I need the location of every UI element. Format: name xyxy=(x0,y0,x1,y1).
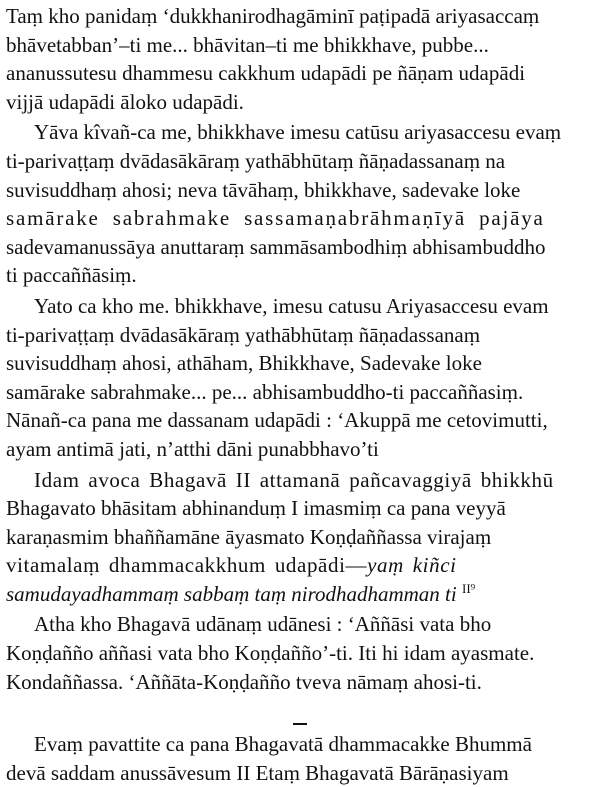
text-line: Koṇḍañño aññasi vata bho Koṇḍañño’-ti. Iti hi idam ayasmate. xyxy=(6,641,535,666)
text-line: sadevamanussāya anuttaraṃ sammāsambodhiṃ abhisambuddho xyxy=(6,234,546,259)
paragraph-3 xyxy=(6,292,594,464)
text-line: samārake sabrahmake sassamaṇabrāhmaṇīyā pajāya xyxy=(6,206,545,231)
text-line-mixed xyxy=(6,580,594,609)
text-line: Evaṃ pavattite ca pana Bhagavatā dhammacakke Bhummā xyxy=(34,732,532,757)
text-line: Taṃ kho panidaṃ ‘dukkhanirodhagāminī paṭipadā ariyasaccaṃ xyxy=(6,4,540,28)
separator-dash xyxy=(293,723,307,725)
text-line: Nānañ-ca pana me dassanam udapādi : ‘Akuppā me cetovimutti, xyxy=(6,408,548,433)
text-line: ayam antimā jati, n’atthi dāni punabbhavo’ti xyxy=(6,436,379,461)
footnote-marker: II⁹ xyxy=(461,580,476,596)
text-line: Idam avoca Bhagavā II attamanā pañcavaggiyā bhikkhū xyxy=(34,467,554,492)
text-line: samārake sabrahmake... pe... abhisambuddho-ti paccaññasiṃ. xyxy=(6,379,524,404)
paragraph-2 xyxy=(6,118,594,290)
text-line: suvisuddhaṃ ahosi, athāham, Bhikkhave, Sadevake loke xyxy=(6,351,482,376)
text-line: devā saddam anussāvesum II Etaṃ Bhagavatā Bārāṇasiyam xyxy=(6,760,509,785)
paragraph-6 xyxy=(6,730,594,787)
text-line-mixed xyxy=(6,551,594,580)
paragraph-1 xyxy=(6,2,594,116)
italic-segment: yaṃ kiñci xyxy=(367,553,457,578)
text-line: ti-parivaṭṭaṃ dvādasākāraṃ yathābhūtaṃ ñāṇadassanaṃ xyxy=(6,322,481,347)
text-line: ti paccaññāsiṃ. xyxy=(6,263,137,288)
text-line: karaṇasmim bhaññamāne āyasmato Koṇḍaññassa virajaṃ xyxy=(6,524,492,549)
text-line: ti-parivaṭṭaṃ dvādasākāraṃ yathābhūtaṃ ñāṇadassanaṃ na xyxy=(6,148,506,173)
text-segment: vitamalaṃ dhammacakkhum udapādi— xyxy=(6,553,368,578)
italic-segment: samudayadhammaṃ sabbaṃ taṃ nirodhadhamman ti xyxy=(6,581,457,606)
text-line: vijjā udapādi āloko udapādi. xyxy=(6,89,244,114)
text-line: Yāva kîvañ-ca me, bhikkhave imesu catūsu ariyasaccesu evaṃ xyxy=(34,120,562,145)
text-line: suvisuddhaṃ ahosi; neva tāvāhaṃ, bhikkhave, sadevake loke xyxy=(6,177,521,202)
text-line: Kondaññassa. ‘Aññāta-Koṇḍañño tveva nāmaṃ ahosi-ti. xyxy=(6,669,482,694)
text-line: Bhagavato bhāsitam abhinanduṃ I imasmiṃ ca pana veyyā xyxy=(6,496,506,521)
text-line: Atha kho Bhagavā udānaṃ udānesi : ‘Aññāsi vata bho xyxy=(34,612,492,637)
section-separator xyxy=(6,708,594,724)
text-line: Yato ca kho me. bhikkhave, imesu catusu Ariyasaccesu evam xyxy=(34,293,549,318)
text-line: ananussutesu dhammesu cakkhum udapādi pe ñāṇam udapādi xyxy=(6,61,526,86)
paragraph-5 xyxy=(6,610,594,696)
paragraph-4 xyxy=(6,466,594,609)
text-line: bhāvetabban’–ti me... bhāvitan–ti me bhikkhave, pubbe... xyxy=(6,32,489,57)
